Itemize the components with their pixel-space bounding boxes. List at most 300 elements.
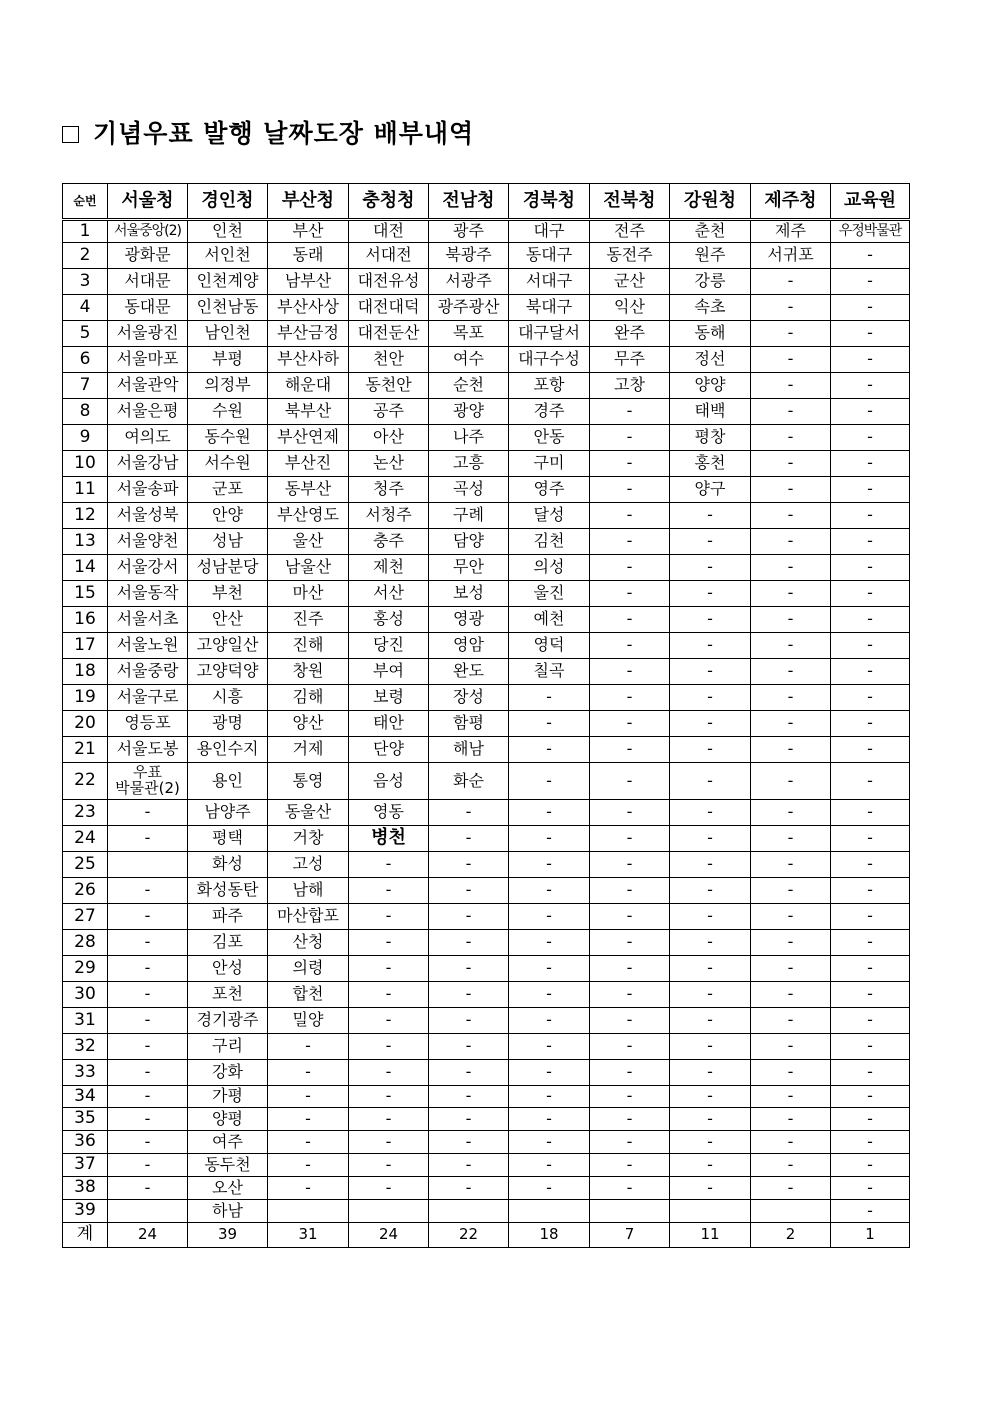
table-cell: - — [590, 1034, 670, 1060]
table-cell: 보성 — [429, 581, 509, 607]
total-cell: 7 — [590, 1223, 670, 1248]
table-cell: - — [108, 982, 188, 1008]
table-cell: 영동 — [349, 800, 429, 826]
row-number-cell: 33 — [63, 1060, 108, 1086]
row-number-cell: 23 — [63, 800, 108, 826]
table-cell: - — [831, 243, 910, 269]
table-cell: 부산사하 — [268, 347, 349, 373]
table-cell: 홍천 — [670, 451, 751, 477]
table-cell: 서울도봉 — [108, 737, 188, 763]
table-cell: - — [590, 878, 670, 904]
table-row — [63, 737, 910, 763]
row-number-cell: 8 — [63, 399, 108, 425]
table-cell: 여의도 — [108, 425, 188, 451]
table-cell: - — [268, 1108, 349, 1131]
table-cell: 목포 — [429, 321, 509, 347]
table-cell: - — [751, 1086, 831, 1108]
table-cell: - — [429, 956, 509, 982]
table-cell: 서울양천 — [108, 529, 188, 555]
table-cell: 서울성북 — [108, 503, 188, 529]
table-cell: - — [590, 956, 670, 982]
table-cell: - — [509, 852, 590, 878]
table-cell: 울산 — [268, 529, 349, 555]
table-cell: - — [590, 581, 670, 607]
table-cell: - — [831, 477, 910, 503]
table-cell: - — [670, 633, 751, 659]
table-cell: 평택 — [188, 826, 268, 852]
table-row — [63, 956, 910, 982]
table-cell: - — [751, 581, 831, 607]
table-cell: 서산 — [349, 581, 429, 607]
total-cell: 24 — [349, 1223, 429, 1248]
table-cell: - — [751, 878, 831, 904]
table-cell: 부산사상 — [268, 295, 349, 321]
table-row — [63, 243, 910, 269]
table-cell: - — [590, 503, 670, 529]
table-cell: 부산진 — [268, 451, 349, 477]
row-number-cell: 35 — [63, 1108, 108, 1131]
table-cell: 거창 — [268, 826, 349, 852]
table-cell: 산청 — [268, 930, 349, 956]
table-cell: 제주 — [751, 220, 831, 243]
row-number-cell: 32 — [63, 1034, 108, 1060]
column-header: 전남청 — [429, 184, 509, 220]
table-cell: - — [670, 904, 751, 930]
table-cell: 진해 — [268, 633, 349, 659]
table-row — [63, 220, 910, 243]
row-number-cell: 31 — [63, 1008, 108, 1034]
table-cell: - — [670, 826, 751, 852]
table-cell: - — [429, 1086, 509, 1108]
table-cell: - — [751, 659, 831, 685]
table-cell: 남해 — [268, 878, 349, 904]
table-cell: - — [670, 1008, 751, 1034]
table-cell: - — [268, 1154, 349, 1177]
table-cell: - — [670, 503, 751, 529]
table-cell: 부평 — [188, 347, 268, 373]
table-cell: - — [590, 930, 670, 956]
table-cell: 달성 — [509, 503, 590, 529]
row-number-cell: 3 — [63, 269, 108, 295]
table-cell: 양양 — [670, 373, 751, 399]
table-cell: - — [831, 800, 910, 826]
table-cell: 서대문 — [108, 269, 188, 295]
table-cell: 서울동작 — [108, 581, 188, 607]
table-cell — [590, 1200, 670, 1223]
table-cell: - — [509, 1154, 590, 1177]
table-row — [63, 1008, 910, 1034]
table-cell: 서울관악 — [108, 373, 188, 399]
table-row — [63, 373, 910, 399]
checkbox-square-icon — [62, 126, 79, 143]
table-row — [63, 904, 910, 930]
table-cell: - — [831, 1131, 910, 1154]
table-cell: 인천남동 — [188, 295, 268, 321]
table-cell: - — [831, 529, 910, 555]
column-header: 부산청 — [268, 184, 349, 220]
table-cell: 해남 — [429, 737, 509, 763]
table-cell: 거제 — [268, 737, 349, 763]
table-cell: - — [670, 1154, 751, 1177]
total-cell: 18 — [509, 1223, 590, 1248]
table-row — [63, 711, 910, 737]
table-cell: - — [831, 956, 910, 982]
table-cell: 동해 — [670, 321, 751, 347]
table-cell: 광화문 — [108, 243, 188, 269]
table-cell: 고양덕양 — [188, 659, 268, 685]
row-number-cell: 27 — [63, 904, 108, 930]
row-number-cell: 38 — [63, 1177, 108, 1200]
table-row — [63, 269, 910, 295]
table-cell: - — [349, 982, 429, 1008]
table-cell: - — [831, 904, 910, 930]
table-cell: - — [670, 581, 751, 607]
table-cell: 마산합포 — [268, 904, 349, 930]
table-cell: - — [590, 425, 670, 451]
table-cell: - — [429, 1131, 509, 1154]
table-cell: - — [831, 269, 910, 295]
table-cell: - — [509, 1060, 590, 1086]
table-cell: - — [349, 1060, 429, 1086]
table-cell: - — [751, 737, 831, 763]
table-cell: 서울강남 — [108, 451, 188, 477]
table-cell: - — [751, 529, 831, 555]
table-cell: 광명 — [188, 711, 268, 737]
table-row — [63, 347, 910, 373]
table-cell: - — [268, 1034, 349, 1060]
column-header: 충청청 — [349, 184, 429, 220]
table-cell — [429, 1200, 509, 1223]
table-cell — [509, 1200, 590, 1223]
table-cell: 경주 — [509, 399, 590, 425]
table-cell: 안양 — [188, 503, 268, 529]
table-cell: 해운대 — [268, 373, 349, 399]
total-cell: 31 — [268, 1223, 349, 1248]
table-cell: - — [831, 451, 910, 477]
table-row — [63, 930, 910, 956]
table-cell: 아산 — [349, 425, 429, 451]
table-cell: 서울서초 — [108, 607, 188, 633]
table-row — [63, 852, 910, 878]
table-cell: 고흥 — [429, 451, 509, 477]
table-row — [63, 1200, 910, 1223]
row-number-cell: 20 — [63, 711, 108, 737]
table-cell: 완도 — [429, 659, 509, 685]
table-cell — [268, 1200, 349, 1223]
row-number-cell: 17 — [63, 633, 108, 659]
table-cell: 의정부 — [188, 373, 268, 399]
table-cell: - — [751, 826, 831, 852]
table-cell: - — [831, 607, 910, 633]
table-cell: 인천계양 — [188, 269, 268, 295]
table-cell: 합천 — [268, 982, 349, 1008]
table-cell: 나주 — [429, 425, 509, 451]
table-cell: - — [429, 1108, 509, 1131]
table-cell: 영덕 — [509, 633, 590, 659]
total-cell: 22 — [429, 1223, 509, 1248]
table-cell: - — [509, 904, 590, 930]
total-cell: 2 — [751, 1223, 831, 1248]
table-cell: - — [751, 399, 831, 425]
table-cell: 구례 — [429, 503, 509, 529]
table-cell: 인천 — [188, 220, 268, 243]
table-cell: - — [670, 711, 751, 737]
table-cell: 남인천 — [188, 321, 268, 347]
table-cell: - — [831, 555, 910, 581]
row-number-cell: 2 — [63, 243, 108, 269]
table-cell: - — [429, 826, 509, 852]
table-cell: - — [429, 878, 509, 904]
table-cell: 용인수지 — [188, 737, 268, 763]
table-cell: - — [509, 800, 590, 826]
table-total-row — [63, 1223, 910, 1248]
table-cell: 순천 — [429, 373, 509, 399]
table-cell: - — [590, 763, 670, 800]
table-cell: - — [751, 1034, 831, 1060]
table-cell: - — [429, 930, 509, 956]
table-cell: 북광주 — [429, 243, 509, 269]
table-row — [63, 451, 910, 477]
table-cell: - — [108, 1034, 188, 1060]
table-cell: 경기광주 — [188, 1008, 268, 1034]
table-cell: - — [429, 1154, 509, 1177]
row-number-cell: 15 — [63, 581, 108, 607]
table-cell: - — [429, 800, 509, 826]
table-cell: 서울마포 — [108, 347, 188, 373]
table-cell: 장성 — [429, 685, 509, 711]
column-header: 강원청 — [670, 184, 751, 220]
table-row — [63, 1060, 910, 1086]
table-row — [63, 295, 910, 321]
table-cell: 대전둔산 — [349, 321, 429, 347]
table-cell: 통영 — [268, 763, 349, 800]
table-row — [63, 826, 910, 852]
table-cell: - — [108, 878, 188, 904]
table-cell: 서울노원 — [108, 633, 188, 659]
table-cell: 담양 — [429, 529, 509, 555]
table-cell: - — [670, 956, 751, 982]
table-cell: - — [751, 269, 831, 295]
table-cell — [108, 852, 188, 878]
table-cell: - — [831, 1200, 910, 1223]
table-cell: 오산 — [188, 1177, 268, 1200]
total-cell: 39 — [188, 1223, 268, 1248]
table-cell: 성남분당 — [188, 555, 268, 581]
table-cell: 대구수성 — [509, 347, 590, 373]
table-cell: - — [670, 1086, 751, 1108]
table-cell: 고성 — [268, 852, 349, 878]
row-number-cell: 4 — [63, 295, 108, 321]
table-row — [63, 425, 910, 451]
table-cell: - — [590, 451, 670, 477]
table-cell: - — [268, 1131, 349, 1154]
table-cell: - — [670, 737, 751, 763]
table-cell: 부천 — [188, 581, 268, 607]
column-header: 경인청 — [188, 184, 268, 220]
table-cell: 밀양 — [268, 1008, 349, 1034]
table-cell: 여주 — [188, 1131, 268, 1154]
table-cell: 단양 — [349, 737, 429, 763]
table-cell: - — [509, 1034, 590, 1060]
row-number-cell: 36 — [63, 1131, 108, 1154]
table-cell: 동대구 — [509, 243, 590, 269]
table-cell: - — [509, 763, 590, 800]
table-cell: - — [670, 1108, 751, 1131]
row-number-cell: 1 — [63, 220, 108, 243]
table-cell: - — [831, 1177, 910, 1200]
row-number-cell: 18 — [63, 659, 108, 685]
table-cell: 충주 — [349, 529, 429, 555]
table-cell: - — [590, 399, 670, 425]
table-cell: 가평 — [188, 1086, 268, 1108]
table-cell: 대구달서 — [509, 321, 590, 347]
table-cell: - — [108, 904, 188, 930]
document-title — [62, 114, 474, 150]
table-cell: - — [590, 1060, 670, 1086]
table-row — [63, 477, 910, 503]
table-cell: 군산 — [590, 269, 670, 295]
table-cell: - — [509, 1086, 590, 1108]
total-cell: 24 — [108, 1223, 188, 1248]
table-cell: - — [670, 763, 751, 800]
table-cell: 대전유성 — [349, 269, 429, 295]
table-cell: 김해 — [268, 685, 349, 711]
table-cell: 포천 — [188, 982, 268, 1008]
row-number-cell: 37 — [63, 1154, 108, 1177]
table-cell: 하남 — [188, 1200, 268, 1223]
table-cell: - — [751, 1060, 831, 1086]
table-cell: 광주 — [429, 220, 509, 243]
table-cell: - — [108, 956, 188, 982]
row-number-cell: 12 — [63, 503, 108, 529]
table-row — [63, 581, 910, 607]
table-cell: - — [831, 737, 910, 763]
table-cell: - — [509, 1177, 590, 1200]
table-cell: 칠곡 — [509, 659, 590, 685]
table-cell: 포항 — [509, 373, 590, 399]
row-number-cell: 30 — [63, 982, 108, 1008]
table-cell: - — [590, 685, 670, 711]
table-cell: 남양주 — [188, 800, 268, 826]
table-cell: - — [590, 852, 670, 878]
table-row — [63, 321, 910, 347]
table-cell: - — [751, 930, 831, 956]
table-cell: 울진 — [509, 581, 590, 607]
table-cell: - — [509, 1131, 590, 1154]
column-header: 전북청 — [590, 184, 670, 220]
table-cell: 진주 — [268, 607, 349, 633]
table-cell: - — [108, 1131, 188, 1154]
table-cell: - — [349, 1034, 429, 1060]
table-row — [63, 1108, 910, 1131]
table-row — [63, 555, 910, 581]
table-cell: - — [349, 904, 429, 930]
table-cell: - — [831, 659, 910, 685]
table-cell: 서울중앙(2) — [108, 220, 188, 243]
table-cell: 서울강서 — [108, 555, 188, 581]
table-cell: - — [590, 982, 670, 1008]
table-cell: 서울은평 — [108, 399, 188, 425]
table-cell: 부여 — [349, 659, 429, 685]
table-cell: - — [751, 1008, 831, 1034]
table-cell: 익산 — [590, 295, 670, 321]
table-cell: - — [831, 581, 910, 607]
table-cell: - — [831, 1154, 910, 1177]
table-cell: - — [670, 529, 751, 555]
table-cell: - — [590, 1131, 670, 1154]
table-cell: - — [590, 1177, 670, 1200]
table-cell: 서인천 — [188, 243, 268, 269]
table-cell: 보령 — [349, 685, 429, 711]
table-cell: 양평 — [188, 1108, 268, 1131]
table-cell: - — [751, 711, 831, 737]
table-cell: 의령 — [268, 956, 349, 982]
column-header: 경북청 — [509, 184, 590, 220]
table-cell: - — [509, 930, 590, 956]
table-cell: - — [349, 1086, 429, 1108]
table-cell: - — [590, 800, 670, 826]
table-cell: 마산 — [268, 581, 349, 607]
table-cell: 동두천 — [188, 1154, 268, 1177]
column-header: 서울청 — [108, 184, 188, 220]
table-cell: 영등포 — [108, 711, 188, 737]
row-number-cell: 25 — [63, 852, 108, 878]
table-cell: - — [751, 295, 831, 321]
column-header: 제주청 — [751, 184, 831, 220]
table-row — [63, 800, 910, 826]
table-row — [63, 607, 910, 633]
table-cell: - — [108, 1008, 188, 1034]
table-cell: - — [509, 878, 590, 904]
table-cell: 논산 — [349, 451, 429, 477]
table-row — [63, 1177, 910, 1200]
table-cell: 시흥 — [188, 685, 268, 711]
table-cell: - — [108, 1177, 188, 1200]
table-cell: - — [751, 555, 831, 581]
table-cell: 수원 — [188, 399, 268, 425]
table-cell: - — [429, 1034, 509, 1060]
table-cell: 파주 — [188, 904, 268, 930]
table-cell: 춘천 — [670, 220, 751, 243]
row-number-cell: 5 — [63, 321, 108, 347]
table-cell: - — [670, 800, 751, 826]
table-cell: 부산연제 — [268, 425, 349, 451]
total-cell: 1 — [831, 1223, 910, 1248]
table-cell: 부산영도 — [268, 503, 349, 529]
table-cell: - — [108, 1086, 188, 1108]
table-cell: 당진 — [349, 633, 429, 659]
table-cell: - — [590, 826, 670, 852]
table-cell: - — [590, 904, 670, 930]
table-cell: - — [751, 633, 831, 659]
table-cell: 전주 — [590, 220, 670, 243]
table-header-row — [63, 184, 910, 220]
table-cell: 김천 — [509, 529, 590, 555]
table-cell: - — [590, 529, 670, 555]
table-cell: 남부산 — [268, 269, 349, 295]
table-cell: 영주 — [509, 477, 590, 503]
table-cell: - — [751, 607, 831, 633]
table-cell: 양구 — [670, 477, 751, 503]
table-cell: - — [831, 878, 910, 904]
table-cell: 안산 — [188, 607, 268, 633]
table-cell: - — [831, 295, 910, 321]
table-cell: 동수원 — [188, 425, 268, 451]
column-header: 순번 — [63, 184, 108, 220]
total-label-cell: 계 — [63, 1223, 108, 1248]
table-cell: 서광주 — [429, 269, 509, 295]
table-cell: 곡성 — [429, 477, 509, 503]
